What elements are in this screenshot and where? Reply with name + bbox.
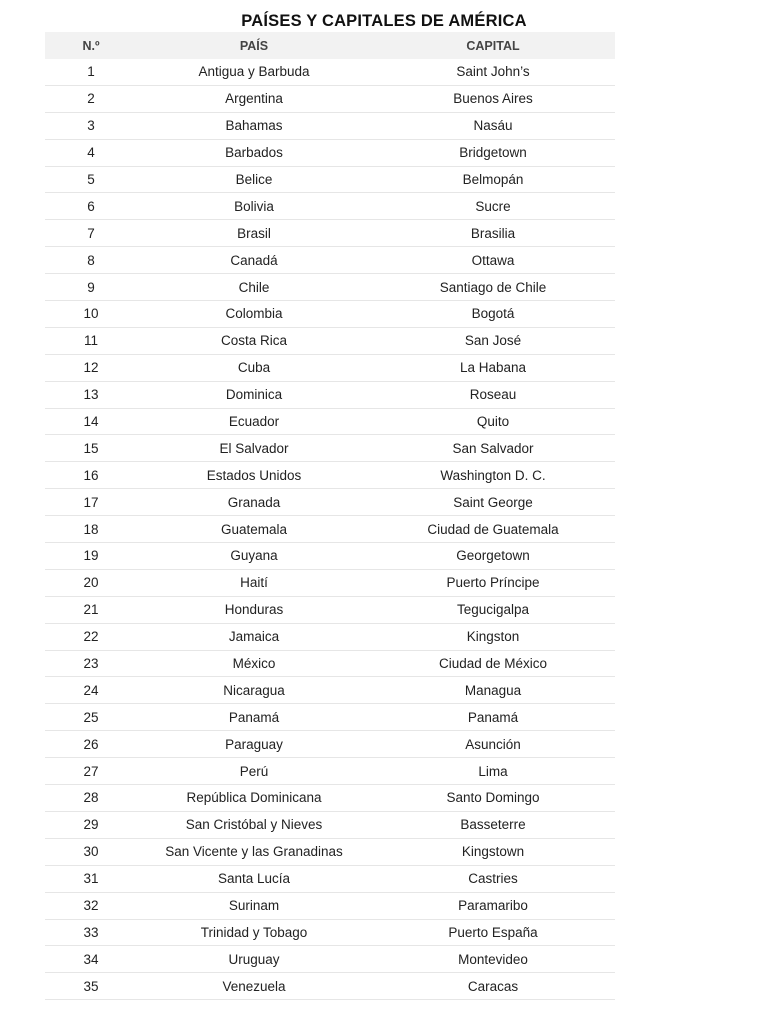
capital-name: Saint John’s xyxy=(456,64,530,80)
country-name: Barbados xyxy=(225,145,283,161)
row-number: 30 xyxy=(83,844,99,860)
table-row xyxy=(45,812,615,839)
table-row xyxy=(45,140,615,167)
table-row xyxy=(45,193,615,220)
capital-name: Kingstown xyxy=(461,844,525,860)
country-name: San Vicente y las Granadinas xyxy=(165,844,343,860)
row-number: 31 xyxy=(83,871,99,887)
row-number: 28 xyxy=(83,790,99,806)
capital-name: Tegucigalpa xyxy=(456,602,530,618)
header-capital: CAPITAL xyxy=(466,38,520,53)
capital-name: Lima xyxy=(478,763,508,779)
table-row xyxy=(45,597,615,624)
row-number: 27 xyxy=(83,763,99,779)
capital-name: Puerto España xyxy=(448,924,538,940)
country-name: Venezuela xyxy=(222,978,286,994)
row-number: 3 xyxy=(87,118,95,134)
table-body xyxy=(45,59,615,1000)
table-row xyxy=(45,624,615,651)
table-row xyxy=(45,86,615,113)
country-name: Panamá xyxy=(228,709,280,725)
capital-name: Caracas xyxy=(467,978,519,994)
capital-name: Quito xyxy=(476,414,510,430)
row-number: 12 xyxy=(83,360,99,376)
country-name: Nicaragua xyxy=(223,682,285,698)
table-row xyxy=(45,570,615,597)
country-name: Colombia xyxy=(225,306,283,322)
row-number: 13 xyxy=(83,387,99,403)
country-name: Santa Lucía xyxy=(217,871,291,887)
row-number: 35 xyxy=(83,978,99,994)
table-row xyxy=(45,543,615,570)
capital-name: Brasilia xyxy=(470,225,516,241)
row-number: 16 xyxy=(83,467,99,483)
country-name: Jamaica xyxy=(228,629,280,645)
country-name: Estados Unidos xyxy=(206,467,302,483)
country-name: Argentina xyxy=(225,91,283,107)
row-number: 17 xyxy=(83,494,99,510)
table-row xyxy=(45,355,615,382)
country-name: Belice xyxy=(235,172,273,187)
row-number: 23 xyxy=(83,656,99,672)
capital-name: Ottawa xyxy=(471,252,515,268)
capital-name: La Habana xyxy=(459,360,527,376)
capital-name: San Salvador xyxy=(452,440,534,456)
row-number: 34 xyxy=(83,951,99,967)
table-row xyxy=(45,704,615,731)
row-number: 20 xyxy=(83,575,99,591)
page-title: PAÍSES Y CAPITALES DE AMÉRICA xyxy=(241,12,527,30)
country-name: Bahamas xyxy=(225,118,283,134)
table-row xyxy=(45,462,615,489)
country-name: República Dominicana xyxy=(186,790,322,806)
table-row xyxy=(45,785,615,812)
country-name: Cuba xyxy=(237,360,271,376)
table-row xyxy=(45,839,615,866)
capital-name: Ciudad de México xyxy=(438,656,548,672)
row-number: 21 xyxy=(83,602,99,618)
capital-name: Kingston xyxy=(466,629,520,645)
row-number: 10 xyxy=(83,306,99,322)
countries-table xyxy=(45,32,615,1000)
row-number: 25 xyxy=(83,709,99,725)
capital-name: Ciudad de Guatemala xyxy=(427,521,559,537)
capital-name: Basseterre xyxy=(460,817,526,833)
table-row xyxy=(45,731,615,758)
table-row xyxy=(45,866,615,893)
country-name: Surinam xyxy=(228,898,280,914)
country-name: Paraguay xyxy=(225,736,283,752)
country-name: Perú xyxy=(239,763,269,779)
table-row xyxy=(45,946,615,973)
table-row xyxy=(45,758,615,785)
capital-name: Buenos Aires xyxy=(453,91,533,107)
capital-name: Castries xyxy=(468,871,518,887)
country-name: Canadá xyxy=(230,252,278,268)
capital-name: Managua xyxy=(464,682,522,698)
country-name: Ecuador xyxy=(228,414,280,430)
capital-name: Panamá xyxy=(467,709,519,725)
table-row xyxy=(45,59,615,86)
capital-name: Saint George xyxy=(453,494,533,510)
capital-name: Montevideo xyxy=(458,951,528,967)
row-number: 18 xyxy=(83,521,99,537)
row-number: 15 xyxy=(83,440,99,456)
country-name: Honduras xyxy=(224,602,284,618)
table-row xyxy=(45,920,615,947)
table-row xyxy=(45,113,615,140)
country-name: Guyana xyxy=(230,548,278,564)
table-row xyxy=(45,247,615,274)
table-row xyxy=(45,677,615,704)
row-number: 11 xyxy=(83,333,98,349)
row-number: 14 xyxy=(83,414,99,430)
row-number: 4 xyxy=(87,145,95,161)
row-number: 33 xyxy=(83,924,99,940)
country-name: Uruguay xyxy=(228,951,280,967)
table-row xyxy=(45,435,615,462)
capital-name: Santiago de Chile xyxy=(439,279,547,295)
country-name: Costa Rica xyxy=(220,333,288,349)
row-number: 32 xyxy=(83,898,99,914)
capital-name: Bridgetown xyxy=(459,145,527,161)
country-name: Chile xyxy=(238,279,270,295)
country-name: México xyxy=(232,656,276,672)
table-row xyxy=(45,489,615,516)
country-name: San Cristóbal y Nieves xyxy=(185,817,323,833)
country-name: Brasil xyxy=(237,225,271,241)
capital-name: Asunción xyxy=(465,736,521,752)
table-header xyxy=(45,32,615,59)
header-num: N.º xyxy=(82,38,100,53)
country-name: Antigua y Barbuda xyxy=(198,64,310,80)
country-name: Trinidad y Tobago xyxy=(200,924,308,940)
country-name: Haití xyxy=(240,575,268,591)
capital-name: Bogotá xyxy=(471,306,515,322)
capital-name: Roseau xyxy=(469,387,517,403)
row-number: 2 xyxy=(87,91,95,107)
row-number: 24 xyxy=(83,682,99,698)
header-country: PAÍS xyxy=(239,38,269,53)
row-number: 6 xyxy=(87,198,95,214)
country-name: Guatemala xyxy=(220,521,288,537)
capital-name: San José xyxy=(464,333,522,349)
capital-name: Georgetown xyxy=(456,548,530,564)
table-row xyxy=(45,220,615,247)
country-name: Bolivia xyxy=(234,198,274,214)
table-row xyxy=(45,893,615,920)
table-row xyxy=(45,274,615,301)
row-number: 19 xyxy=(83,548,99,564)
capital-name: Paramaribo xyxy=(458,898,528,914)
country-name: El Salvador xyxy=(219,440,289,456)
row-number: 22 xyxy=(83,629,99,645)
capital-name: Nasáu xyxy=(473,118,513,134)
country-name: Granada xyxy=(227,494,281,510)
capital-name: Puerto Príncipe xyxy=(446,575,540,591)
row-number: 26 xyxy=(83,736,99,752)
table-row xyxy=(45,382,615,409)
capital-name: Belmopán xyxy=(462,172,524,187)
table-row xyxy=(45,516,615,543)
capital-name: Santo Domingo xyxy=(446,790,540,806)
capital-name: Washington D. C. xyxy=(440,467,546,483)
country-name: Dominica xyxy=(225,387,283,403)
table-row xyxy=(45,167,615,194)
table-row xyxy=(45,651,615,678)
table-row xyxy=(45,301,615,328)
capital-name: Sucre xyxy=(475,198,511,214)
row-number: 5 xyxy=(87,172,95,187)
table-row xyxy=(45,409,615,436)
row-number: 1 xyxy=(87,64,95,80)
row-number: 29 xyxy=(83,817,99,833)
table-row xyxy=(45,328,615,355)
row-number: 7 xyxy=(87,225,95,241)
row-number: 9 xyxy=(87,279,95,295)
row-number: 8 xyxy=(87,252,95,268)
table-row xyxy=(45,973,615,1000)
